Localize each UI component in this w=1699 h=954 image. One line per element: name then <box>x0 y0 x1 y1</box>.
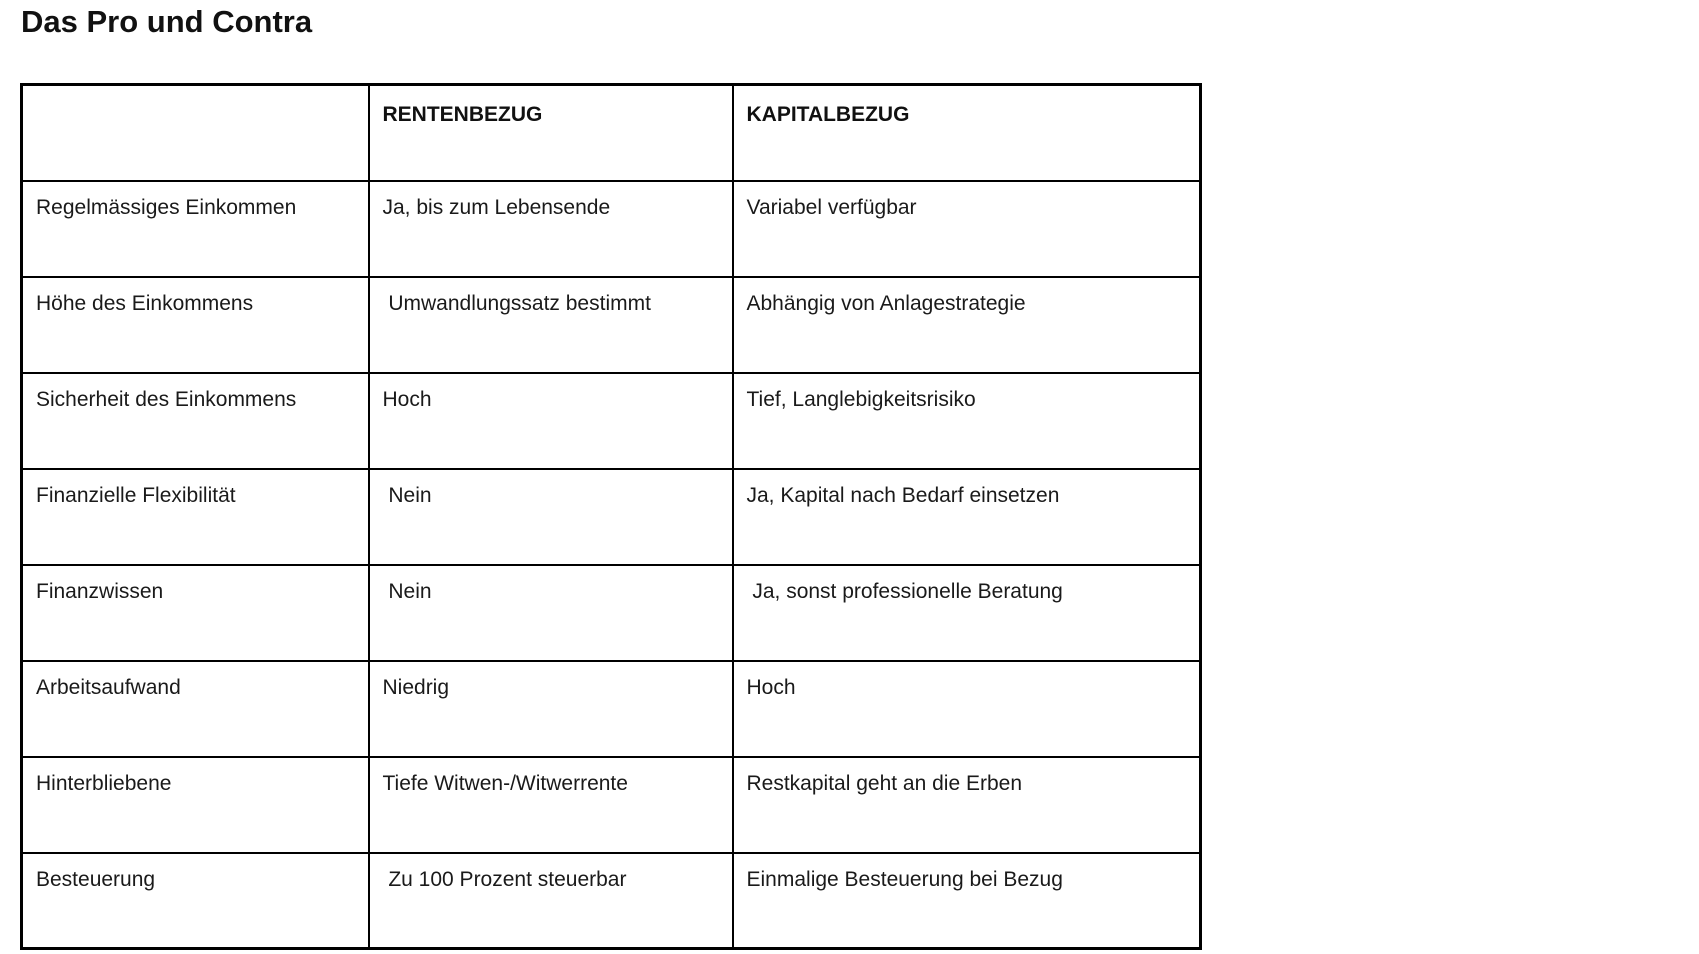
row-label-cell: Finanzwissen <box>22 565 369 661</box>
header-row <box>22 85 1201 181</box>
table-row <box>22 277 1201 373</box>
kapitalbezug-cell: Einmalige Besteuerung bei Bezug <box>733 853 1201 949</box>
table-row <box>22 469 1201 565</box>
page-title: Das Pro und Contra <box>21 4 313 39</box>
kapitalbezug-cell: Restkapital geht an die Erben <box>733 757 1201 853</box>
rentenbezug-cell: Tiefe Witwen-/Witwerrente <box>369 757 733 853</box>
row-label-cell: Besteuerung <box>22 853 369 949</box>
rentenbezug-cell: Niedrig <box>369 661 733 757</box>
rentenbezug-cell: Umwandlungssatz bestimmt <box>369 277 733 373</box>
row-label-cell: Sicherheit des Einkommens <box>22 373 369 469</box>
kapitalbezug-cell: Abhängig von Anlagestrategie <box>733 277 1201 373</box>
table-row <box>22 373 1201 469</box>
rentenbezug-cell: Zu 100 Prozent steuerbar <box>369 853 733 949</box>
rentenbezug-cell: Nein <box>369 565 733 661</box>
table-row <box>22 757 1201 853</box>
table-row <box>22 181 1201 277</box>
column-header-rentenbezug: RENTENBEZUG <box>369 85 733 181</box>
column-header-kapitalbezug: KAPITALBEZUG <box>733 85 1201 181</box>
rentenbezug-cell: Hoch <box>369 373 733 469</box>
row-label-cell: Regelmässiges Einkommen <box>22 181 369 277</box>
kapitalbezug-cell: Tief, Langlebigkeitsrisiko <box>733 373 1201 469</box>
row-label-cell: Finanzielle Flexibilität <box>22 469 369 565</box>
kapitalbezug-cell: Hoch <box>733 661 1201 757</box>
column-header-empty <box>22 85 369 181</box>
table-row <box>22 661 1201 757</box>
rentenbezug-cell: Nein <box>369 469 733 565</box>
row-label-cell: Hinterbliebene <box>22 757 369 853</box>
table-row <box>22 565 1201 661</box>
kapitalbezug-cell: Ja, sonst professionelle Beratung <box>733 565 1201 661</box>
row-label-cell: Arbeitsaufwand <box>22 661 369 757</box>
kapitalbezug-cell: Variabel verfügbar <box>733 181 1201 277</box>
pro-contra-table <box>20 83 1202 950</box>
table-row <box>22 853 1201 949</box>
kapitalbezug-cell: Ja, Kapital nach Bedarf einsetzen <box>733 469 1201 565</box>
row-label-cell: Höhe des Einkommens <box>22 277 369 373</box>
rentenbezug-cell: Ja, bis zum Lebensende <box>369 181 733 277</box>
